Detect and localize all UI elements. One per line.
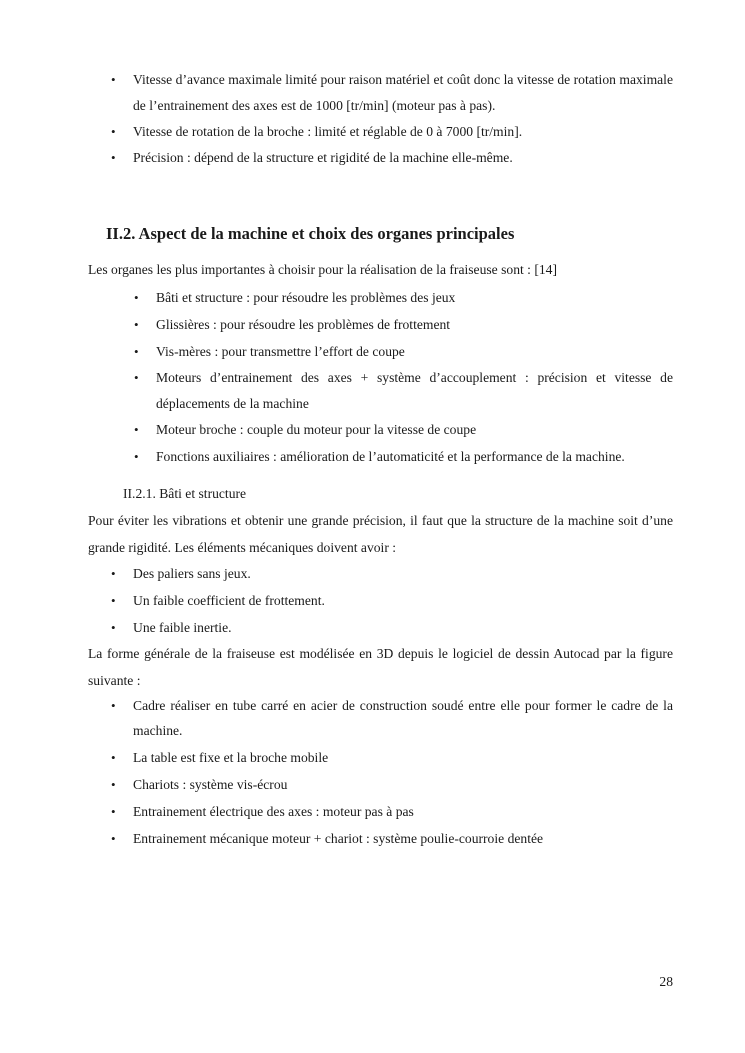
bullet-icon: • <box>111 72 116 87</box>
forme-paragraph: La forme générale de la fraiseuse est modélisée en 3D depuis le logiciel de dessin Autocad par la figure suivante : <box>88 646 673 688</box>
list-item-text: Fonctions auxiliaires : amélioration de l’automaticité et la performance de la machine. <box>156 449 625 464</box>
bullet-icon: • <box>111 804 116 819</box>
vibration-paragraph: Pour éviter les vibrations et obtenir une grande précision, il faut que la structure de la machine soit d’une grande rigidité. Les éléments mécaniques doivent avoir : <box>88 513 673 555</box>
bullet-icon: • <box>111 150 116 165</box>
bullet-icon: • <box>134 449 139 464</box>
list-item <box>111 119 673 145</box>
list-item <box>111 825 673 852</box>
list-item-text: Vitesse de rotation de la broche : limité et réglable de 0 à 7000 [tr/min]. <box>133 124 523 139</box>
subsection-heading: II.2.1. Bâti et structure <box>123 486 247 501</box>
bullet-icon: • <box>111 777 116 792</box>
top-bullet-list <box>111 67 673 171</box>
list-item <box>134 417 673 443</box>
list-item <box>111 771 673 798</box>
bullet-icon: • <box>134 317 139 332</box>
bullet-icon: • <box>111 750 116 765</box>
organes-list <box>134 284 673 471</box>
list-item <box>111 614 673 641</box>
list-item-text: Chariots : système vis-écrou <box>133 777 288 792</box>
bullet-icon: • <box>111 124 116 139</box>
list-item-text: Entrainement mécanique moteur + chariot : système poulie-courroie dentée <box>133 831 544 846</box>
bullet-icon: • <box>134 290 139 305</box>
list-item <box>111 560 673 587</box>
bullet-icon: • <box>134 422 139 437</box>
list-item-text: Moteur broche : couple du moteur pour la vitesse de coupe <box>156 422 477 437</box>
list-item-text: Vis-mères : pour transmettre l’effort de coupe <box>156 344 405 359</box>
forme-list <box>111 693 673 852</box>
list-item <box>111 587 673 614</box>
bullet-icon: • <box>111 593 116 608</box>
list-item-text: Glissières : pour résoudre les problèmes de frottement <box>156 317 451 332</box>
page-number: 28 <box>659 974 673 989</box>
list-item-text: Moteurs d’entrainement des axes + système d’accouplement : précision et vitesse de déplacements de la machine <box>156 370 673 411</box>
bullet-icon: • <box>111 831 116 846</box>
list-item <box>134 365 673 417</box>
elements-list <box>111 560 673 641</box>
list-item <box>134 311 673 338</box>
bullet-icon: • <box>134 370 139 385</box>
list-item-text: Cadre réaliser en tube carré en acier de construction soudé entre elle pour former le cadre de la machine. <box>133 698 673 738</box>
list-item <box>111 67 673 119</box>
list-item <box>134 443 673 471</box>
list-item-text: Vitesse d’avance maximale limité pour raison matériel et coût donc la vitesse de rotation maximale de l’entrainement des axes est de 1000 [tr/min] (moteur pas à pas). <box>133 72 673 113</box>
list-item <box>134 284 673 311</box>
list-item <box>134 338 673 365</box>
bullet-icon: • <box>134 344 139 359</box>
list-item-text: Entrainement électrique des axes : moteur pas à pas <box>133 804 414 819</box>
list-item <box>111 798 673 825</box>
list-item-text: Des paliers sans jeux. <box>133 566 251 581</box>
list-item-text: Bâti et structure : pour résoudre les problèmes des jeux <box>156 290 456 305</box>
bullet-icon: • <box>111 566 116 581</box>
organes-intro: Les organes les plus importantes à choisir pour la réalisation de la fraiseuse sont : [14] <box>88 262 557 277</box>
list-item-text: La table est fixe et la broche mobile <box>133 750 329 765</box>
list-item-text: Précision : dépend de la structure et rigidité de la machine elle-même. <box>133 150 513 165</box>
list-item <box>111 744 673 771</box>
list-item-text: Un faible coefficient de frottement. <box>133 593 325 608</box>
bullet-icon: • <box>111 620 116 635</box>
bullet-icon: • <box>111 698 116 713</box>
list-item <box>111 693 673 743</box>
list-item <box>111 145 673 171</box>
section-heading: II.2. Aspect de la machine et choix des organes principales <box>106 224 515 243</box>
list-item-text: Une faible inertie. <box>133 620 232 635</box>
